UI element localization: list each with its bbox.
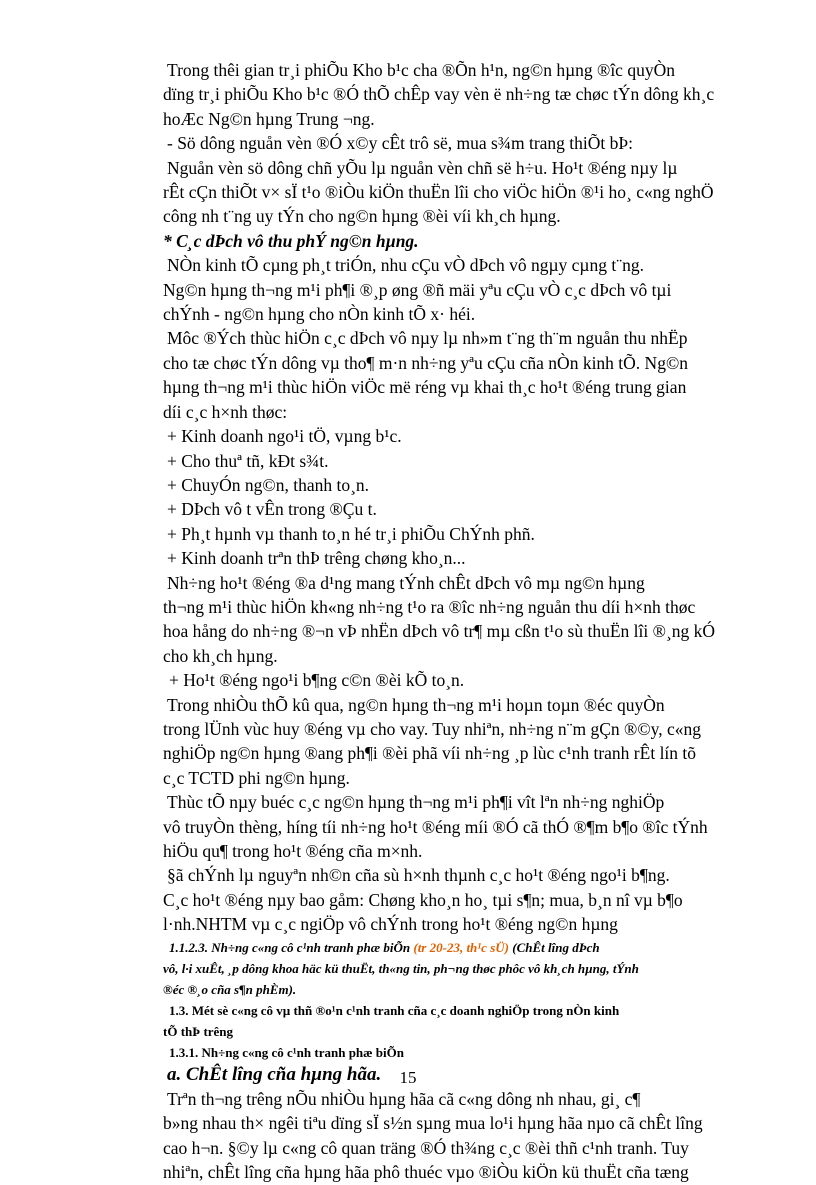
paragraph-line: dïng tr¸i phiÕu Kho b¹c ®Ó thÕ chÊp vay vèn ë nh÷ng tæ chøc tÝn dông kh¸c xyxy=(163,84,715,105)
paragraph-line: cho tæ chøc tÝn dông vµ tho¶ m·n nh÷ng yªu cÇu cña nÒn kinh tÕ. Ng©n xyxy=(163,352,688,373)
list-item: + Kinh doanh trªn thÞ trêng chøng kho¸n... xyxy=(167,548,466,569)
paragraph-line: díi c¸c h×nh thøc: xyxy=(163,401,288,422)
paragraph-line: cho kh¸ch hµng. xyxy=(163,645,278,666)
item-heading: a. ChÊt lîng cña hµng hãa. xyxy=(167,1063,382,1085)
paragraph-line: Nguån vèn sö dông chñ yÕu lµ nguån vèn chñ së h÷u. Ho¹t ®éng nµy lµ xyxy=(167,157,678,178)
subsection-note: (ChÊt lîng dÞch xyxy=(508,939,600,955)
list-item: + DÞch vô t vÊn trong ®Çu t. xyxy=(167,499,377,520)
paragraph-line: Nh÷ng ho¹t ®éng ®a d¹ng mang tÝnh chÊt dÞch vô mµ ng©n hµng xyxy=(167,572,645,593)
subsection-heading xyxy=(163,937,739,958)
paragraph-line: vô truyÒn thèng, híng tíi nh÷ng ho¹t ®éng míi ®Ó cã thÓ ®¶m b¶o ®îc tÝnh xyxy=(163,816,708,837)
paragraph-line: Môc ®Ých thùc hiÖn c¸c dÞch vô nµy lµ nh»m t¨ng th¨m nguån thu nhËp xyxy=(167,328,688,349)
subsection-heading-line: vô, l·i xuÊt, ¸p dông khoa häc kü thuËt, th«ng tin, ph¬ng thøc phôc vô kh¸ch hµng, tÝnh xyxy=(163,960,639,976)
section-heading: 1.3. Mét sè c«ng cô vµ thñ ®o¹n c¹nh tranh cña c¸c doanh nghiÖp trong nÒn kinh xyxy=(169,1002,620,1018)
paragraph-line: Trªn th¬ng trêng nÕu nhiÒu hµng hãa cã c«ng dông nh nhau, gi¸ c¶ xyxy=(167,1089,641,1110)
page-number: 15 xyxy=(399,1068,417,1087)
paragraph-line: trong lÜnh vùc huy ®éng vµ cho vay. Tuy nhiªn, nh÷ng n¨m gÇn ®©y, c«ng xyxy=(163,718,702,739)
paragraph-line: Thùc tÕ nµy buéc c¸c ng©n hµng th¬ng m¹i ph¶i vît lªn nh÷ng nghiÖp xyxy=(167,792,665,813)
paragraph-line: hoÆc Ng©n hµng Trung ¬ng. xyxy=(163,108,375,129)
list-item: + Kinh doanh ngo¹i tÖ, vµng b¹c. xyxy=(167,426,402,447)
paragraph-line: nghiÖp ng©n hµng ®ang ph¶i ®èi phã víi nh÷ng ¸p lùc c¹nh tranh rÊt lín tõ xyxy=(163,743,697,764)
paragraph-line: NÒn kinh tÕ cµng ph¸t triÓn, nhu cÇu vÒ dÞch vô ngµy cµng t¨ng. xyxy=(167,255,644,276)
paragraph-line: hoa hång do nh÷ng ®¬n vÞ nhËn dÞch vô tr¶ mµ cßn t¹o sù thuËn lîi ®¸ng kÓ xyxy=(163,621,716,642)
list-item: + ChuyÓn ng©n, thanh to¸n. xyxy=(167,474,370,495)
paragraph-line: chÝnh - ng©n hµng cho nÒn kinh tÕ x· héi. xyxy=(163,304,476,325)
paragraph-line: rÊt cÇn thiÕt v× sÏ t¹o ®iÒu kiÖn thuËn lîi cho viÖc hiÖn ®¹i ho¸ c«ng nghÖ xyxy=(163,182,714,203)
subsection-heading-line: ®éc ®¸o cña s¶n phÈm). xyxy=(163,981,297,997)
paragraph-line: công nh t¨ng uy tÝn cho ng©n hµng ®èi víi kh¸ch hµng. xyxy=(163,206,561,227)
paragraph-line: hµng th¬ng m¹i thùc hiÖn viÖc më réng vµ khai th¸c ho¹t ®éng trung gian xyxy=(163,377,687,398)
subsection-heading: 1.3.1. Nh÷ng c«ng cô c¹nh tranh phæ biÕn xyxy=(169,1044,404,1060)
paragraph-line: hiÖu qu¶ trong ho¹t ®éng cña m×nh. xyxy=(163,841,423,861)
paragraph-line: cao h¬n. §©y lµ c«ng cô quan träng ®Ó th¾ng c¸c ®èi thñ c¹nh tranh. Tuy xyxy=(163,1137,689,1158)
paragraph-line: Trong nhiÒu thÕ kû qua, ng©n hµng th¬ng m¹i hoµn toµn ®éc quyÒn xyxy=(167,694,665,715)
paragraph-line: nhiªn, chÊt lîng cña hµng hãa phô thuéc vµo ®iÒu kiÖn kü thuËt cña tæng xyxy=(163,1162,689,1183)
paragraph-line: C¸c ho¹t ®éng nµy bao gåm: Chøng kho¸n ho¸ tµi s¶n; mua, b¸n nî vµ b¶o xyxy=(163,889,683,910)
section-heading-line: tÕ thÞ trêng xyxy=(163,1023,234,1039)
paragraph-line: + Ho¹t ®éng ngo¹i b¶ng c©n ®èi kÕ to¸n. xyxy=(169,670,465,691)
document-body xyxy=(163,58,739,1185)
paragraph-line: §ã chÝnh lµ nguyªn nh©n cña sù h×nh thµnh c¸c ho¹t ®éng ngo¹i b¶ng. xyxy=(167,865,670,886)
paragraph-line: c¸c TCTD phi ng©n hµng. xyxy=(163,767,350,788)
section-heading: * C¸c dÞch vô thu phÝ ng©n hµng. xyxy=(163,230,419,251)
paragraph-line: b»ng nhau th× ngêi tiªu dïng sÏ s½n sµng mua lo¹i hµng hãa nµo cã chÊt lîng xyxy=(163,1113,703,1134)
paragraph-line: Ng©n hµng th¬ng m¹i ph¶i ®¸p øng ®ñ mäi yªu cÇu vÒ c¸c dÞch vô tµi xyxy=(163,279,672,300)
paragraph-line: l·nh.NHTM vµ c¸c ngiÖp vô chÝnh trong ho¹t ®éng ng©n hµng xyxy=(163,914,618,935)
reference-note: (tr 20-23, th¹c sÜ) xyxy=(413,939,509,955)
list-item: + Ph¸t hµnh vµ thanh to¸n hé tr¸i phiÕu ChÝnh phñ. xyxy=(167,523,535,544)
list-item: + Cho thuª tñ, kÐt s¾t. xyxy=(167,450,329,471)
paragraph-line: Trong thêi gian tr¸i phiÕu Kho b¹c cha ®Õn h¹n, ng©n hµng ®îc quyÒn xyxy=(167,60,675,80)
paragraph-line: th¬ng m¹i thùc hiÖn kh«ng nh÷ng t¹o ra ®îc nh÷ng nguån thu díi h×nh thøc xyxy=(163,596,696,617)
subsection-title: 1.1.2.3. Nh÷ng c«ng cô c¹nh tranh phæ biÕn xyxy=(169,939,414,955)
paragraph-line: - Sö dông nguån vèn ®Ó x©y cÊt trô së, mua s¾m trang thiÕt bÞ: xyxy=(167,133,633,154)
